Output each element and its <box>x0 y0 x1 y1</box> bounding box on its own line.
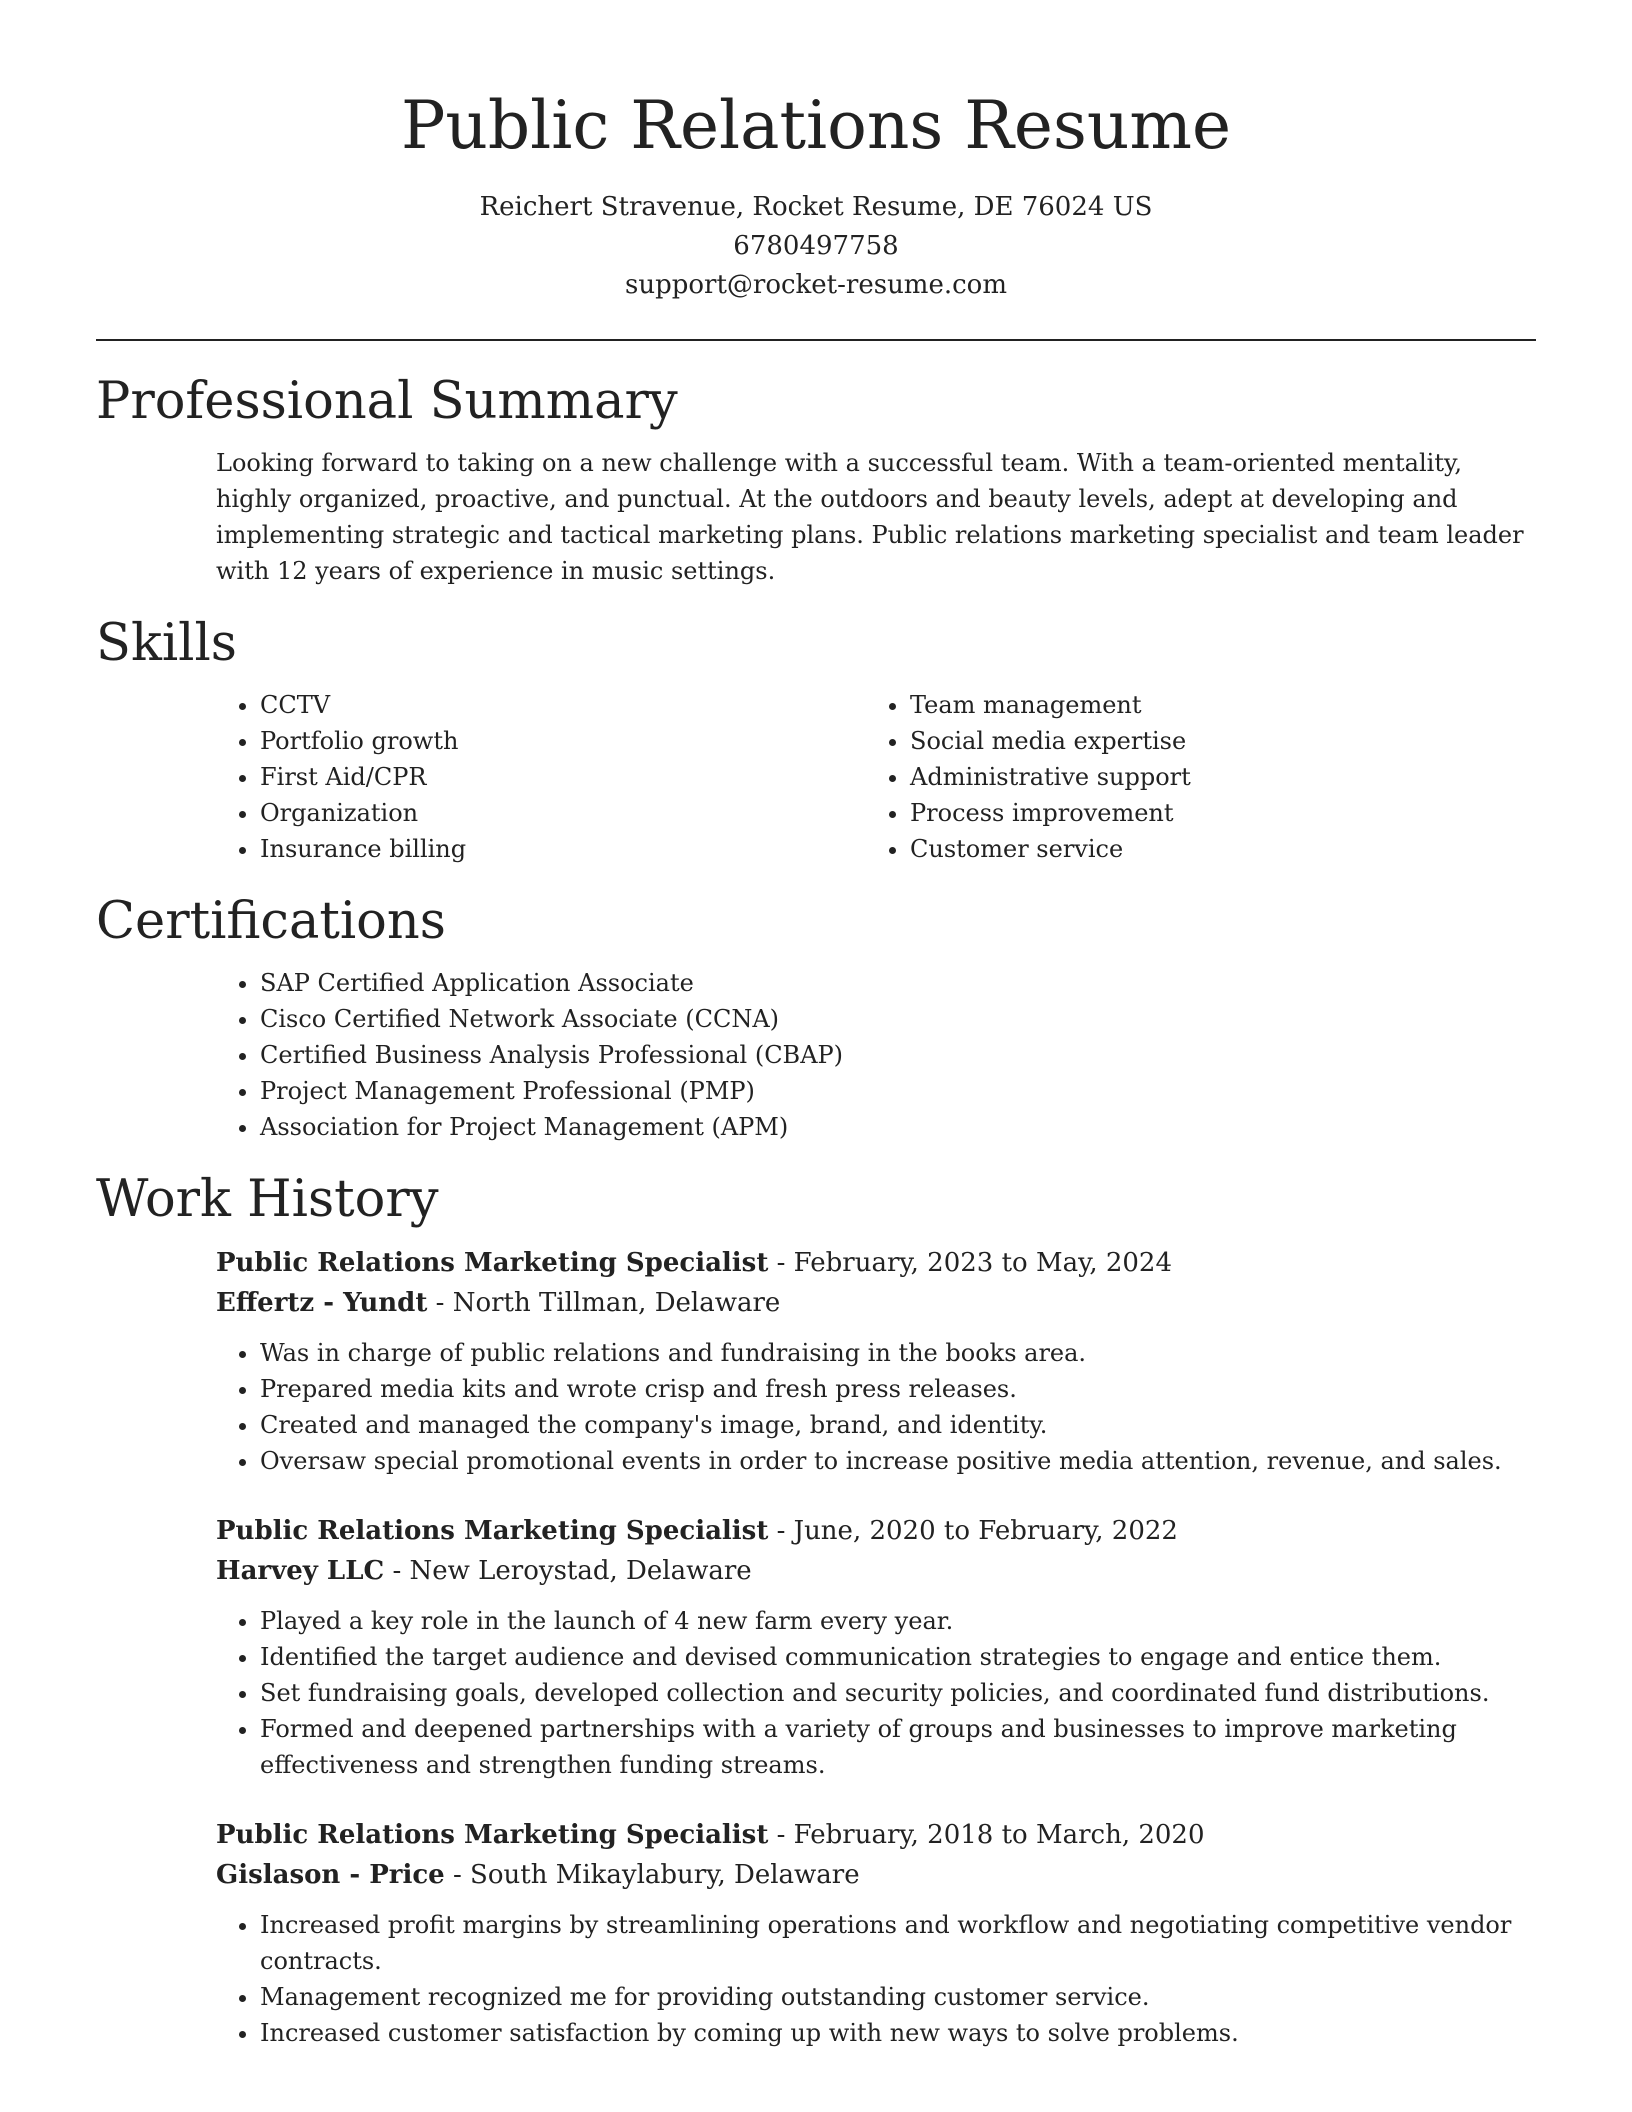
certifications-section <box>96 891 1536 1145</box>
resume-page <box>96 0 1536 2051</box>
job-bullets <box>216 1603 1536 1783</box>
list-item: • Increased customer satisfaction by coming up with new ways to solve problems. <box>260 2015 1536 2051</box>
work-section <box>96 1169 1536 2051</box>
list-item: • Set fundraising goals, developed collection and security policies, and coordinated fund distributions. <box>260 1675 1536 1711</box>
work-heading: Work History <box>96 1170 439 1229</box>
list-item: • CCTV <box>260 687 866 723</box>
job-company-line <box>216 1855 1536 1895</box>
list-item: • Administrative support <box>910 759 1516 795</box>
list-item: • Oversaw special promotional events in order to increase positive media attention, revenue, and sales. <box>260 1443 1536 1479</box>
skills-grid <box>216 687 1536 867</box>
job-company-line <box>216 1551 1536 1591</box>
list-item: • Cisco Certified Network Associate (CCNA) <box>260 1001 1536 1037</box>
job-role: Public Relations Marketing Specialist <box>216 1516 769 1546</box>
header-divider <box>96 339 1536 341</box>
job-entry <box>216 1815 1536 2051</box>
list-item: • Social media expertise <box>910 723 1516 759</box>
email: support@rocket-resume.com <box>624 270 1007 300</box>
phone: 6780497758 <box>733 231 899 261</box>
skills-column-left <box>216 687 866 867</box>
list-item: • Customer service <box>910 831 1516 867</box>
skills-list-left <box>216 687 866 867</box>
skills-body <box>216 687 1536 867</box>
list-item: • Portfolio growth <box>260 723 866 759</box>
list-item: • Increased profit margins by streamlining operations and workflow and negotiating competitive vendor contracts. <box>260 1907 1536 1979</box>
job-location: - South Mikaylabury, Delaware <box>444 1860 860 1890</box>
job-entry <box>216 1511 1536 1783</box>
list-item: • Project Management Professional (PMP) <box>260 1073 1536 1109</box>
skills-section <box>96 613 1536 867</box>
list-item: • SAP Certified Application Associate <box>260 965 1536 1001</box>
job-company: Harvey LLC <box>216 1556 385 1586</box>
list-item: • Insurance billing <box>260 831 866 867</box>
summary-section <box>96 371 1536 589</box>
job-dates: - February, 2023 to May, 2024 <box>768 1248 1173 1278</box>
job-bullets <box>216 1907 1536 2051</box>
certifications-list <box>216 965 1536 1145</box>
job-title-line <box>216 1511 1536 1551</box>
job-entry <box>216 1243 1536 1479</box>
job-company-line <box>216 1283 1536 1323</box>
skills-heading: Skills <box>96 614 237 673</box>
job-role: Public Relations Marketing Specialist <box>216 1820 769 1850</box>
job-company: Effertz - Yundt <box>216 1288 428 1318</box>
job-dates: - June, 2020 to February, 2022 <box>768 1516 1178 1546</box>
skills-list-right <box>866 687 1516 867</box>
list-item: • Process improvement <box>910 795 1516 831</box>
job-dates: - February, 2018 to March, 2020 <box>768 1820 1205 1850</box>
work-body <box>216 1243 1536 2051</box>
list-item: • Was in charge of public relations and fundraising in the books area. <box>260 1335 1536 1371</box>
job-title-line <box>216 1815 1536 1855</box>
resume-header <box>96 0 1536 305</box>
job-title-line <box>216 1243 1536 1283</box>
job-location: - North Tillman, Delaware <box>427 1288 781 1318</box>
skills-column-right <box>866 687 1516 867</box>
job-role: Public Relations Marketing Specialist <box>216 1248 769 1278</box>
list-item: • Association for Project Management (APM) <box>260 1109 1536 1145</box>
list-item: • Played a key role in the launch of 4 new farm every year. <box>260 1603 1536 1639</box>
summary-heading: Professional Summary <box>96 372 678 431</box>
list-item: • Certified Business Analysis Professional (CBAP) <box>260 1037 1536 1073</box>
job-bullets <box>216 1335 1536 1479</box>
list-item: • Organization <box>260 795 866 831</box>
list-item: • Team management <box>910 687 1516 723</box>
certifications-body <box>216 965 1536 1145</box>
list-item: • Management recognized me for providing outstanding customer service. <box>260 1979 1536 2015</box>
job-company: Gislason - Price <box>216 1860 445 1890</box>
list-item: • Created and managed the company's image, brand, and identity. <box>260 1407 1536 1443</box>
list-item: • First Aid/CPR <box>260 759 866 795</box>
summary-body <box>216 445 1536 589</box>
list-item: • Prepared media kits and wrote crisp and fresh press releases. <box>260 1371 1536 1407</box>
certifications-heading: Certifications <box>96 892 446 951</box>
job-location: - New Leroystad, Delaware <box>384 1556 752 1586</box>
resume-title: Public Relations Resume <box>400 87 1232 164</box>
address: Reichert Stravenue, Rocket Resume, DE 76024 US <box>479 192 1153 222</box>
list-item: • Identified the target audience and devised communication strategies to engage and entice them. <box>260 1639 1536 1675</box>
contact-info <box>96 188 1536 305</box>
list-item: • Formed and deepened partnerships with a variety of groups and businesses to improve marketing effectiveness and strengthen funding streams. <box>260 1711 1536 1783</box>
summary-text: Looking forward to taking on a new challenge with a successful team. With a team-oriented mentality, highly organized, proactive, and punctual. At the outdoors and beauty levels, adept at developing and implementing strategic and tactical marketing plans. Public relations marketing specialist and team leader with 12 years of experience in music settings. <box>216 449 1524 585</box>
